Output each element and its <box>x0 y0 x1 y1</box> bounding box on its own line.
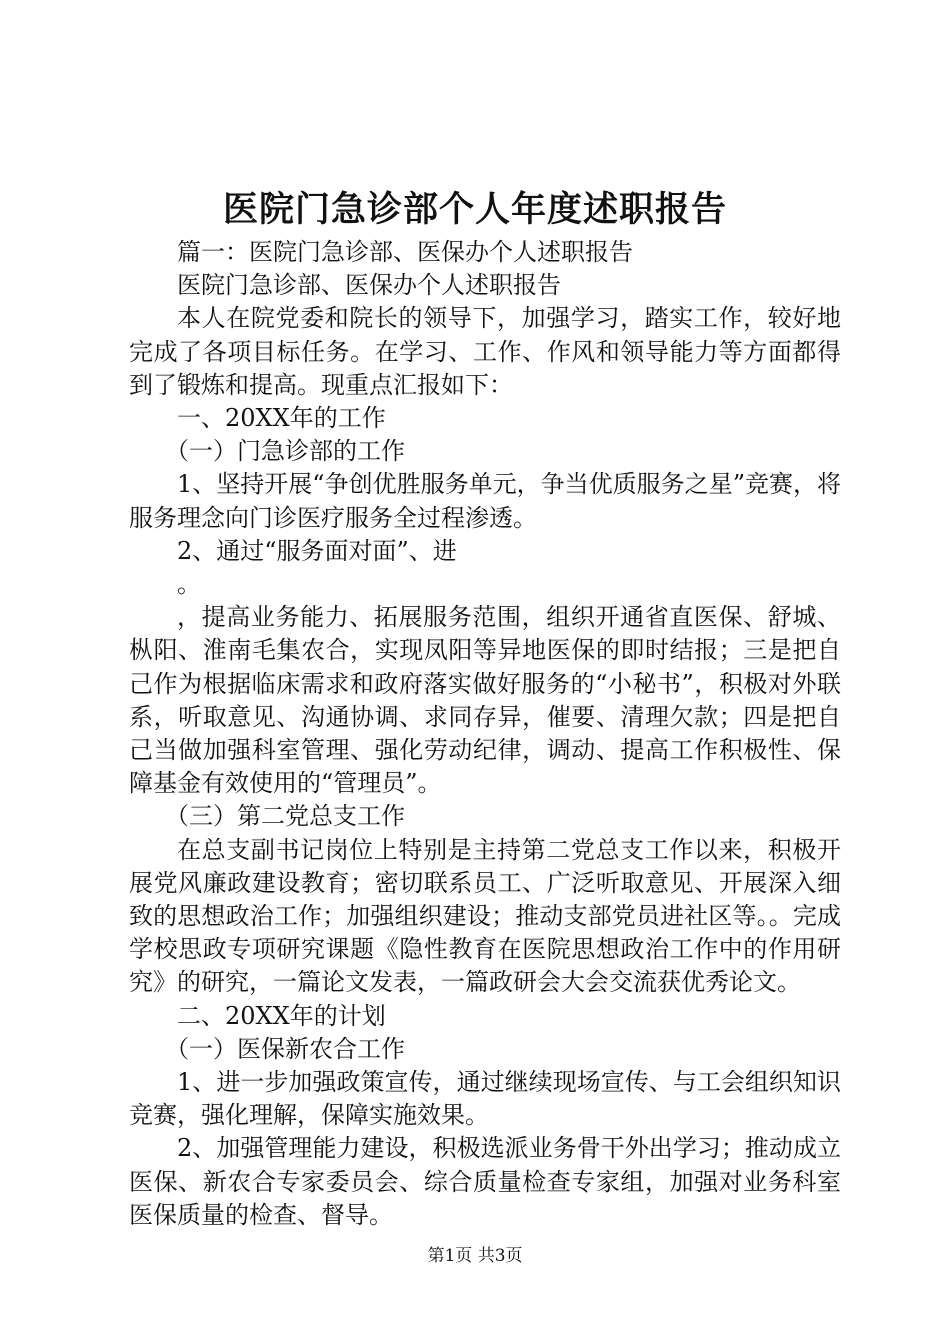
paragraph: 2、加强管理能力建设，积极选派业务骨干外出学习；推动成立医保、新农合专家委员会、综合质量检查专家组，加强对业务科室医保质量的检查、督导。 <box>129 1134 841 1229</box>
subsection-heading: （一）门急诊部的工作 <box>165 437 405 466</box>
page-footer: 第1页 共3页 <box>427 1246 523 1266</box>
document-title: 医院门急诊部个人年度述职报告 <box>222 189 727 230</box>
document-body <box>129 236 841 1232</box>
paragraph: 2、通过“服务面对面”、进 <box>177 536 457 565</box>
paragraph: 1、进一步加强政策宣传，通过继续现场宣传、与工会组织知识竞赛，强化理解，保障实施效果。 <box>129 1068 841 1130</box>
paragraph: 本人在院党委和院长的领导下，加强学习，踏实工作，较好地完成了各项目标任务。在学习、工作、作风和领导能力等方面都得到了锻炼和提高。现重点汇报如下： <box>129 304 841 399</box>
section-heading: 篇一：医院门急诊部、医保办个人述职报告 <box>177 238 633 266</box>
report-subtitle: 医院门急诊部、医保办个人述职报告 <box>177 271 561 300</box>
section-heading: 二、20XX年的计划 <box>177 1001 386 1030</box>
paragraph: 1、坚持开展“争创优胜服务单元，争当优质服务之星”竞赛，将服务理念向门诊医疗服务全过程渗透。 <box>129 470 841 532</box>
paragraph: 在总支副书记岗位上特别是主持第二党总支工作以来，积极开展党风廉政建设教育；密切联系员工、广泛听取意见、开展深入细致的思想政治工作；加强组织建设；推动支部党员进社区等。。完成学校思政专项研究课题《隐性教育在医院思想政治工作中的作用研究》的研究，一篇论文发表，一篇政研会大会交流获优秀论文。 <box>129 835 841 997</box>
paragraph: 。 <box>177 570 201 599</box>
paragraph: ，提高业务能力、拓展服务范围，组织开通省直医保、舒城、枞阳、淮南毛集农合，实现凤阳等异地医保的即时结报；三是把自己作为根据临床需求和政府落实做好服务的“小秘书”，积极对外联系，听取意见、沟通协调、求同存异，催要、清理欠款；四是把自己当做加强科室管理、强化劳动纪律，调动、提高工作积极性、保障基金有效使用的“管理员”。 <box>129 603 841 798</box>
subsection-heading: （一）医保新农合工作 <box>165 1034 405 1063</box>
section-heading: 一、20XX年的工作 <box>177 404 386 433</box>
subsection-heading: （三）第二党总支工作 <box>165 802 405 831</box>
